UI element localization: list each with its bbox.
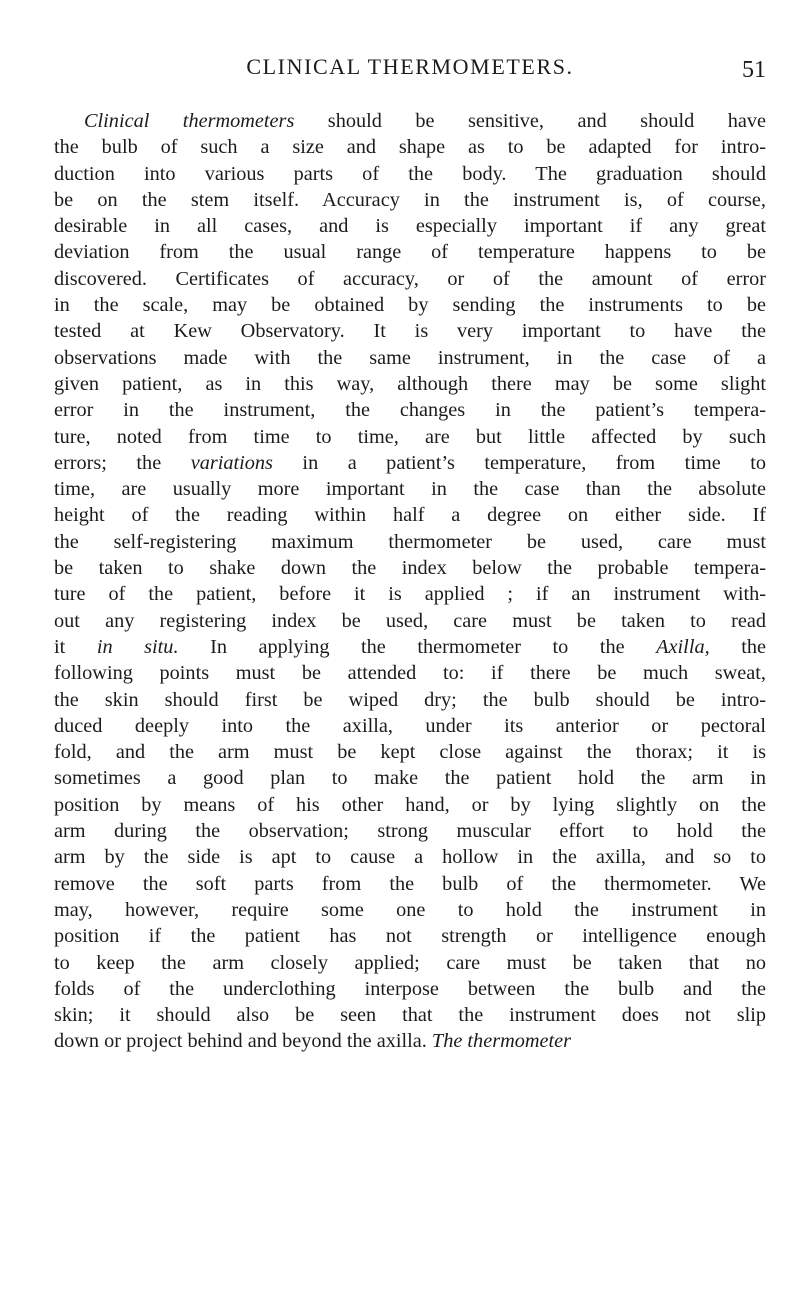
text-line xyxy=(54,371,766,397)
text-run: following points must be attended to: if there be much sweat, xyxy=(54,662,766,685)
text-line xyxy=(54,897,766,923)
text-run: ture of the patient, before it is applied ; if an instrument with- xyxy=(54,583,766,606)
text-run: be taken to shake down the index below the probable tempera- xyxy=(54,557,766,580)
text-run: given patient, as in this way, although there may be some slight xyxy=(54,372,766,395)
text-run: height of the reading within half a degree on either side. If xyxy=(54,504,766,527)
text-line xyxy=(54,634,766,660)
text-line xyxy=(54,1028,766,1054)
italic-text: The thermometer xyxy=(431,1030,572,1053)
text-run: time, are usually more important in the case than the absolute xyxy=(54,478,766,501)
text-line xyxy=(54,213,766,239)
text-line xyxy=(54,266,766,292)
text-line xyxy=(54,134,766,160)
text-line xyxy=(54,765,766,791)
text-line xyxy=(54,476,766,502)
text-line xyxy=(54,923,766,949)
text-line xyxy=(54,976,766,1002)
text-run: the self-registering maximum thermometer be used, care must xyxy=(54,530,766,553)
italic-text: Axilla, xyxy=(656,635,710,658)
text-run: deviation from the usual range of temperature happens to be xyxy=(54,241,766,264)
text-line xyxy=(54,239,766,265)
text-line xyxy=(54,424,766,450)
text-line xyxy=(54,345,766,371)
text-line xyxy=(54,844,766,870)
italic-text: in situ. xyxy=(96,635,179,658)
text-line xyxy=(54,318,766,344)
text-run: skin; it should also be seen that the instrument does not slip xyxy=(54,1004,766,1027)
text-line xyxy=(54,1002,766,1028)
text-line xyxy=(54,818,766,844)
text-run: tested at Kew Observatory. It is very important to have the xyxy=(54,320,766,343)
text-line xyxy=(54,292,766,318)
text-line xyxy=(54,108,766,134)
text-run: duced deeply into the axilla, under its anterior or pectoral xyxy=(54,714,766,737)
italic-text: variations xyxy=(190,451,273,474)
text-line xyxy=(54,397,766,423)
text-run: it xyxy=(54,635,97,658)
text-run: desirable in all cases, and is especially important if any great xyxy=(54,215,766,238)
text-run: arm by the side is apt to cause a hollow in the axilla, and so to xyxy=(54,846,766,869)
text-line xyxy=(54,608,766,634)
text-run: arm during the observation; strong muscular effort to hold the xyxy=(54,820,766,843)
text-run: be on the stem itself. Accuracy in the instrument is, of course, xyxy=(54,188,766,211)
text-run: out any registering index be used, care must be taken to read xyxy=(54,609,766,632)
running-head xyxy=(54,54,766,94)
text-line xyxy=(54,161,766,187)
text-line xyxy=(54,687,766,713)
text-line xyxy=(54,792,766,818)
text-run: the bulb of such a size and shape as to be adapted for intro- xyxy=(54,136,766,159)
body-text xyxy=(54,108,766,1055)
text-run: In applying the thermometer to the xyxy=(178,635,657,658)
text-line xyxy=(54,529,766,555)
text-line xyxy=(54,950,766,976)
text-line xyxy=(54,502,766,528)
text-run: sometimes a good plan to make the patient hold the arm in xyxy=(54,767,766,790)
text-run: should be sensitive, and should have xyxy=(294,110,766,132)
text-line xyxy=(54,450,766,476)
text-line xyxy=(54,739,766,765)
text-run: down or project behind and beyond the axilla. xyxy=(54,1030,432,1053)
text-run: error in the instrument, the changes in the patient’s tempera- xyxy=(54,399,766,422)
text-line xyxy=(54,871,766,897)
text-run: observations made with the same instrument, in the case of a xyxy=(54,346,766,369)
italic-text: Clinical thermometers xyxy=(84,110,295,132)
text-run: duction into various parts of the body. The graduation should xyxy=(54,162,766,185)
text-line xyxy=(54,581,766,607)
text-run: ture, noted from time to time, are but little affected by such xyxy=(54,425,766,448)
text-run: folds of the underclothing interpose between the bulb and the xyxy=(54,977,766,1000)
text-line xyxy=(54,187,766,213)
text-run: position by means of his other hand, or by lying slightly on the xyxy=(54,793,766,816)
page-number: 51 xyxy=(742,57,766,83)
text-line xyxy=(54,713,766,739)
text-run: in a patient’s temperature, from time to xyxy=(272,451,766,474)
text-line xyxy=(54,555,766,581)
text-run: the skin should first be wiped dry; the bulb should be intro- xyxy=(54,688,766,711)
text-run: remove the soft parts from the bulb of the thermometer. We xyxy=(54,872,766,895)
text-run: errors; the xyxy=(54,451,191,474)
text-run: discovered. Certificates of accuracy, or of the amount of error xyxy=(54,267,766,290)
text-run: to keep the arm closely applied; care must be taken that no xyxy=(54,951,766,974)
running-title: CLINICAL THERMOMETERS. xyxy=(246,54,574,79)
text-run: fold, and the arm must be kept close against the thorax; it is xyxy=(54,741,766,764)
text-run: the xyxy=(709,635,766,658)
text-line xyxy=(54,660,766,686)
text-run: position if the patient has not strength or intelligence enough xyxy=(54,925,766,948)
text-run: may, however, require some one to hold the instrument in xyxy=(54,898,766,921)
text-run: in the scale, may be obtained by sending the instruments to be xyxy=(54,294,766,317)
